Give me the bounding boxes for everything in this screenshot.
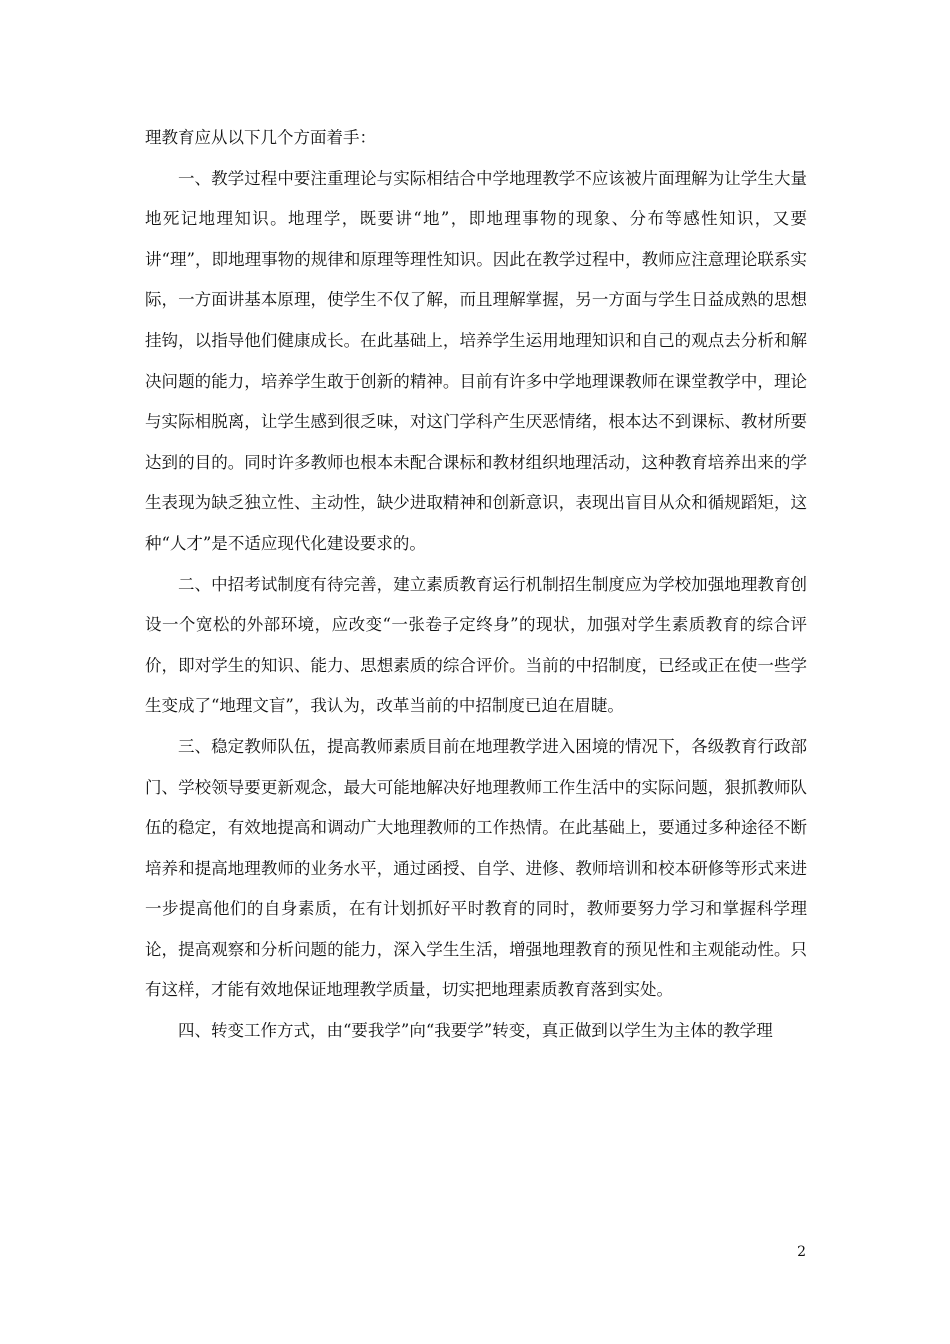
paragraph-teacher-team: 三、稳定教师队伍，提高教师素质目前在地理教学进入困境的情况下，各级教育行政部门、学校领导要更新观念，最大可能地解决好地理教师工作生活中的实际问题，狠抓教师队伍的稳定，有效地提高和调动广大地理教师的工作热情。在此基础上，要通过多种途径不断培养和提高地理教师的业务水平，通过函授、自学、进修、教师培训和校本研修等形式来进一步提高他们的自身素质，在有计划抓好平时教育的同时，教师要努力学习和掌握科学理论，提高观察和分析问题的能力，深入学生生活，增强地理教育的预见性和主观能动性。只有这样，才能有效地保证地理教学质量，切实把地理素质教育落到实处。 [145,736,807,1000]
page-number: 2 [797,1244,806,1260]
paragraph-work-method: 四、转变工作方式，由“要我学”向“我要学”转变，真正做到以学生为主体的教学理 [178,1021,773,1041]
body-text [145,118,807,1052]
paragraph-exam-system: 二、中招考试制度有待完善，建立素质教育运行机制招生制度应为学校加强地理教育创设一个宽松的外部环境，应改变“一张卷子定终身”的现状，加强对学生素质教育的综合评价，即对学生的知识、能力、思想素质的综合评价。当前的中招制度，已经或正在使一些学生变成了“地理文盲”，我认为，改革当前的中招制度已迫在眉睫。 [145,574,807,716]
paragraph-theory-practice: 一、教学过程中要注重理论与实际相结合中学地理教学不应该被片面理解为让学生大量地死记地理知识。地理学，既要讲“地”，即地理事物的现象、分布等感性知识，又要讲“理”，即地理事物的规律和原理等理性知识。因此在教学过程中，教师应注意理论联系实际，一方面讲基本原理，使学生不仅了解，而且理解掌握，另一方面与学生日益成熟的思想挂钩，以指导他们健康成长。在此基础上，培养学生运用地理知识和自己的观点去分析和解决问题的能力，培养学生敢于创新的精神。目前有许多中学地理课教师在课堂教学中，理论与实际相脱离，让学生感到很乏味，对这门学科产生厌恶情绪，根本达不到课标、教材所要达到的目的。同时许多教师也根本未配合课标和教材组织地理活动，这种教育培养出来的学生表现为缺乏独立性、主动性，缺少进取精神和创新意识，表现出盲目从众和循规蹈矩，这种“人才”是不适应现代化建设要求的。 [145,168,807,553]
paragraph-continuation: 理教育应从以下几个方面着手： [145,128,376,147]
